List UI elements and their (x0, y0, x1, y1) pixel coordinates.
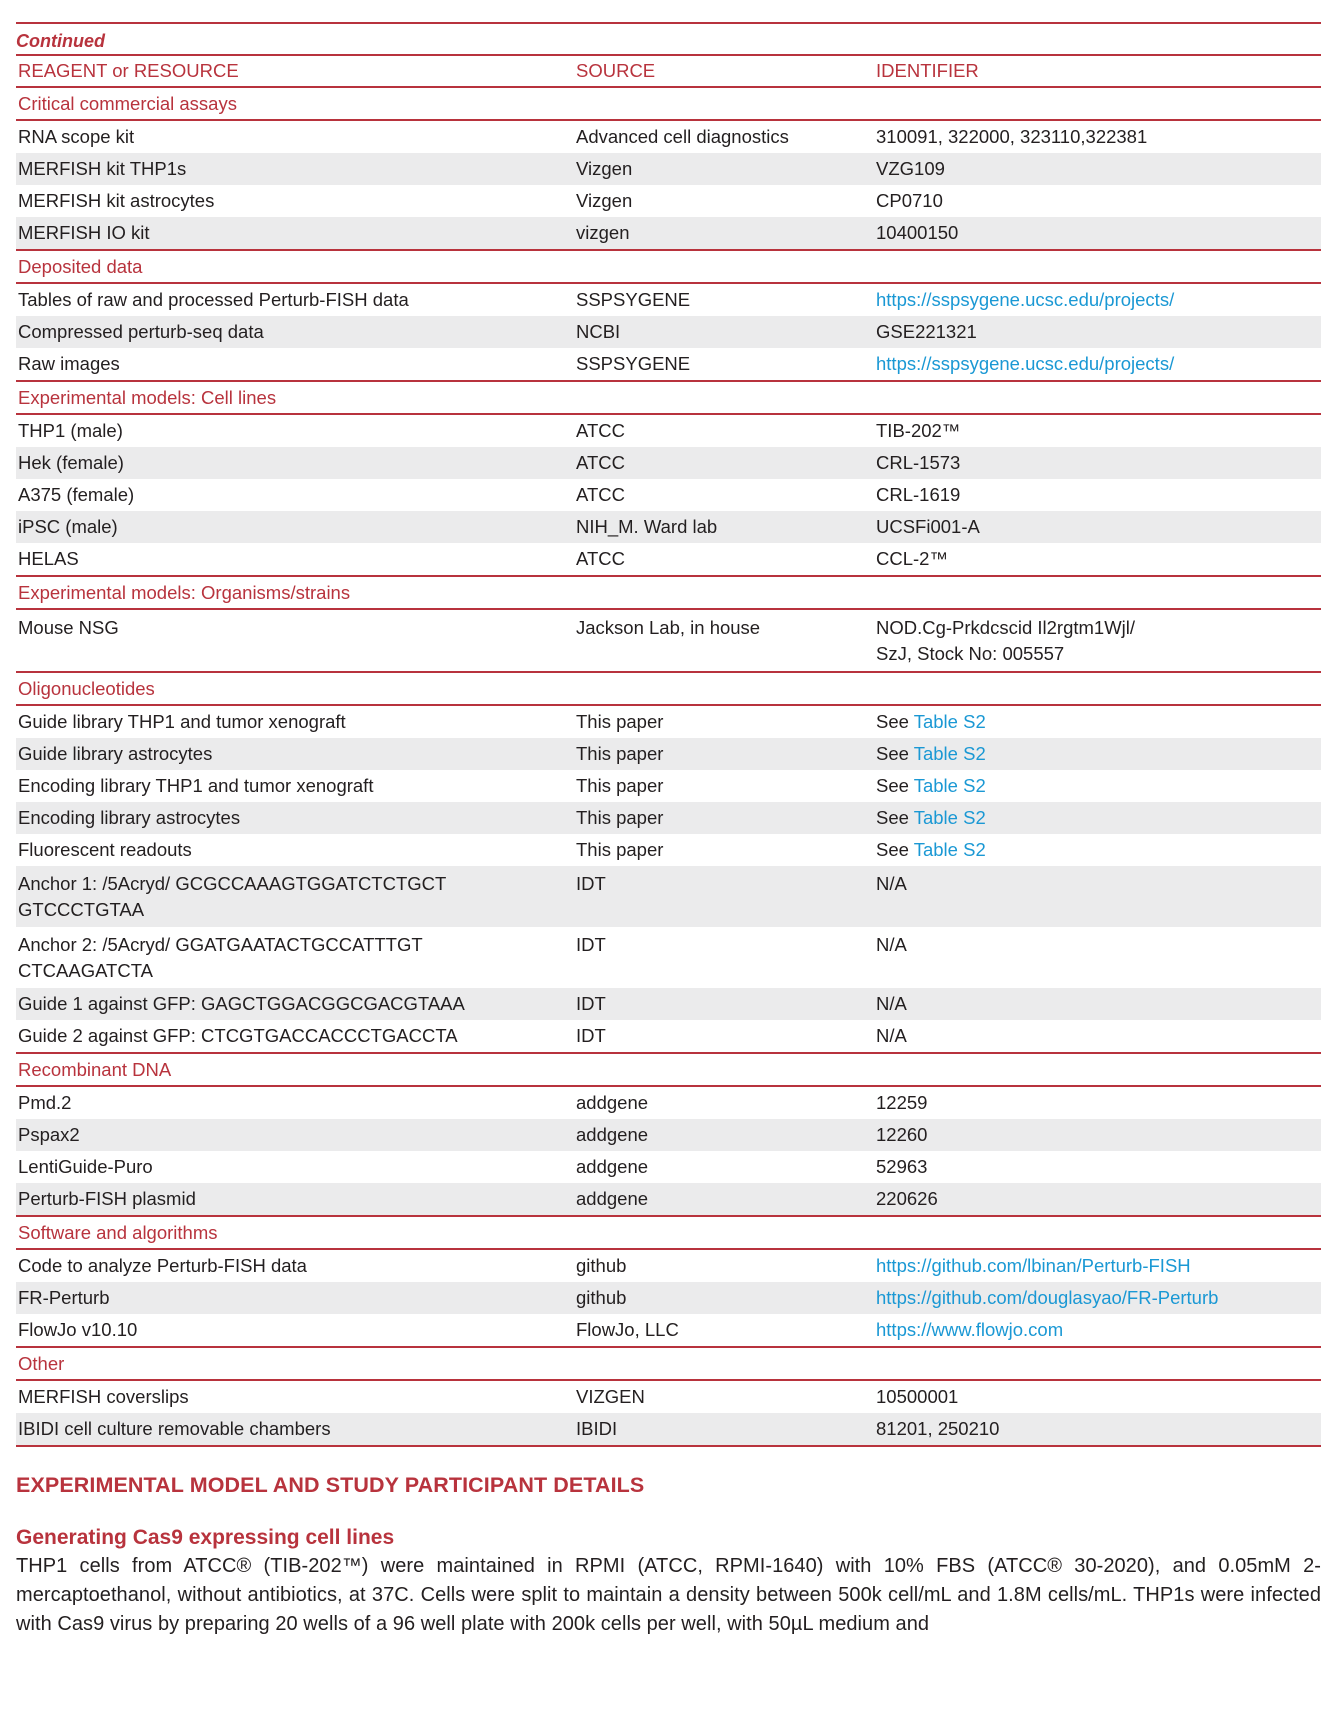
table-row (16, 153, 1321, 185)
table-row (16, 217, 1321, 249)
table-row (16, 479, 1321, 511)
identifier-link[interactable]: Table S2 (913, 839, 986, 860)
table-row (16, 770, 1321, 802)
table-row (16, 738, 1321, 770)
source-cell: NIH_M. Ward lab (576, 516, 718, 537)
reagent-cell: MERFISH coverslips (18, 1386, 189, 1407)
section-title: Software and algorithms (18, 1222, 218, 1243)
source-cell: This paper (576, 807, 664, 828)
identifier-text: CP0710 (876, 190, 943, 211)
column-header-identifier: IDENTIFIER (876, 60, 979, 81)
identifier-cell (876, 1384, 1321, 1410)
reagent-cell: MERFISH kit astrocytes (18, 190, 215, 211)
identifier-text: CRL-1619 (876, 484, 961, 505)
body-paragraph: THP1 cells from ATCC® (TIB-202™) were maintained in RPMI (ATCC, RPMI-1640) with 10% FBS (ATCC® 30-2020), and 0.05mM 2-mercaptoethanol, without antibiotics, at 37C. Cells were split to maintain a density between 500k cell/mL and 1.8M cells/mL. THP1s were infected with Cas9 virus by preparing 20 wells of a 96 well plate with 200k cells per well, with 50µL medium and (16, 1555, 1321, 1635)
column-header-source: SOURCE (576, 60, 656, 81)
reagent-cell: Guide library THP1 and tumor xenograft (18, 711, 346, 732)
identifier-cell (876, 188, 1321, 214)
table-header-row (16, 56, 1321, 86)
identifier-text: UCSFi001-A (876, 516, 980, 537)
table-row (16, 1250, 1321, 1282)
reagent-cell: IBIDI cell culture removable chambers (18, 1418, 331, 1439)
source-cell: This paper (576, 839, 664, 860)
table-row (16, 415, 1321, 447)
source-cell: This paper (576, 711, 664, 732)
section-title: Critical commercial assays (18, 93, 237, 114)
identifier-cell (876, 837, 1321, 863)
reagent-cell: Hek (female) (18, 452, 124, 473)
reagent-cell: Encoding library THP1 and tumor xenograft (18, 775, 374, 796)
reagent-cell: Fluorescent readouts (18, 839, 192, 860)
identifier-cell (876, 991, 1321, 1017)
reagent-cell: THP1 (male) (18, 420, 123, 441)
identifier-prefix: See (876, 711, 914, 732)
source-cell: github (576, 1255, 627, 1276)
identifier-cell (876, 1154, 1321, 1180)
key-resources-page (16, 0, 1321, 1639)
reagent-cell: RNA scope kit (18, 126, 135, 147)
source-cell: FlowJo, LLC (576, 1319, 679, 1340)
section-title: Other (18, 1353, 65, 1374)
source-cell: vizgen (576, 222, 630, 243)
source-cell: SSPSYGENE (576, 353, 691, 374)
section-end-rule (16, 1445, 1321, 1447)
resources-table-body (16, 88, 1321, 1447)
identifier-text: CRL-1573 (876, 452, 961, 473)
identifier-cell (876, 1023, 1321, 1049)
identifier-text: N/A (876, 873, 907, 894)
reagent-cell: Mouse NSG (18, 617, 119, 638)
source-cell: This paper (576, 743, 664, 764)
identifier-text: 81201, 250210 (876, 1418, 1000, 1439)
identifier-prefix: See (876, 807, 914, 828)
table-row (16, 284, 1321, 316)
identifier-cell (876, 1416, 1321, 1442)
identifier-text: 10500001 (876, 1386, 959, 1407)
identifier-text: 10400150 (876, 222, 959, 243)
source-cell: addgene (576, 1124, 649, 1145)
subsection-heading: Generating Cas9 expressing cell lines (16, 1526, 395, 1549)
table-row (16, 511, 1321, 543)
continued-label: Continued (16, 31, 105, 51)
identifier-text: VZG109 (876, 158, 945, 179)
identifier-cell (876, 1122, 1321, 1148)
identifier-cell (876, 546, 1321, 572)
source-cell: Advanced cell diagnostics (576, 126, 789, 147)
identifier-text: 12259 (876, 1092, 928, 1113)
source-cell: ATCC (576, 452, 625, 473)
identifier-cell (876, 1090, 1321, 1116)
identifier-link[interactable]: https://sspsygene.ucsc.edu/projects/ (876, 353, 1175, 374)
source-cell: Vizgen (576, 190, 633, 211)
table-row (16, 121, 1321, 153)
identifier-cell (876, 287, 1321, 313)
identifier-text: N/A (876, 934, 907, 955)
source-cell: IDT (576, 993, 606, 1014)
source-cell: addgene (576, 1092, 649, 1113)
table-row (16, 1314, 1321, 1346)
identifier-cell (876, 871, 1321, 923)
identifier-link[interactable]: Table S2 (913, 807, 986, 828)
source-cell: IDT (576, 1025, 606, 1046)
identifier-cell (876, 805, 1321, 831)
table-row (16, 185, 1321, 217)
identifier-link[interactable]: https://github.com/lbinan/Perturb-FISH (876, 1255, 1191, 1276)
table-row (16, 1381, 1321, 1413)
identifier-cell (876, 351, 1321, 377)
identifier-link[interactable]: https://github.com/douglasyao/FR-Perturb (876, 1287, 1219, 1308)
reagent-cell: A375 (female) (18, 484, 135, 505)
identifier-text: NOD.Cg-Prkdcscid Il2rgtm1Wjl/ SzJ, Stock No: 005557 (876, 617, 1136, 664)
identifier-cell (876, 156, 1321, 182)
identifier-cell (876, 124, 1321, 150)
source-cell: github (576, 1287, 627, 1308)
identifier-cell (876, 482, 1321, 508)
table-row (16, 706, 1321, 738)
table-row (16, 927, 1321, 988)
section-title: Oligonucleotides (18, 678, 155, 699)
source-cell: This paper (576, 775, 664, 796)
reagent-cell: Anchor 1: /5Acryd/ GCGCCAAAGTGGATCTCTGCT GTCCCTGTAA (18, 873, 447, 920)
source-cell: IDT (576, 934, 606, 955)
identifier-cell (876, 319, 1321, 345)
table-row (16, 1119, 1321, 1151)
table-row (16, 348, 1321, 380)
table-row (16, 834, 1321, 866)
table-row (16, 802, 1321, 834)
identifier-cell (876, 1253, 1321, 1279)
identifier-cell (876, 709, 1321, 735)
identifier-text: 12260 (876, 1124, 928, 1145)
source-cell: IDT (576, 873, 606, 894)
identifier-text: 52963 (876, 1156, 928, 1177)
reagent-cell: HELAS (18, 548, 79, 569)
table-row (16, 988, 1321, 1020)
identifier-link[interactable]: Table S2 (913, 711, 986, 732)
reagent-cell: FR-Perturb (18, 1287, 110, 1308)
table-row (16, 610, 1321, 671)
reagent-cell: Guide library astrocytes (18, 743, 213, 764)
source-cell: ATCC (576, 420, 625, 441)
identifier-link[interactable]: https://www.flowjo.com (876, 1319, 1064, 1340)
identifier-prefix: See (876, 775, 914, 796)
reagent-cell: Tables of raw and processed Perturb-FISH data (18, 289, 409, 310)
identifier-cell (876, 220, 1321, 246)
source-cell: addgene (576, 1188, 649, 1209)
table-row (16, 1413, 1321, 1445)
reagent-cell: Pmd.2 (18, 1092, 72, 1113)
identifier-text: CCL-2™ (876, 548, 948, 569)
identifier-link[interactable]: https://sspsygene.ucsc.edu/projects/ (876, 289, 1175, 310)
table-row (16, 447, 1321, 479)
identifier-text: GSE221321 (876, 321, 977, 342)
section-heading: EXPERIMENTAL MODEL AND STUDY PARTICIPANT DETAILS (16, 1473, 645, 1497)
identifier-text: 310091, 322000, 323110,322381 (876, 126, 1148, 147)
table-row (16, 866, 1321, 927)
reagent-cell: Guide 2 against GFP: CTCGTGACCACCCTGACCTA (18, 1025, 458, 1046)
reagent-cell: MERFISH kit THP1s (18, 158, 187, 179)
column-header-reagent: REAGENT or RESOURCE (18, 60, 239, 81)
table-row (16, 1020, 1321, 1052)
source-cell: ATCC (576, 484, 625, 505)
identifier-text: N/A (876, 993, 907, 1014)
source-cell: NCBI (576, 321, 621, 342)
identifier-cell (876, 773, 1321, 799)
table-row (16, 1087, 1321, 1119)
source-cell: Vizgen (576, 158, 633, 179)
identifier-cell (876, 1186, 1321, 1212)
reagent-cell: Code to analyze Perturb-FISH data (18, 1255, 307, 1276)
identifier-prefix: See (876, 839, 914, 860)
identifier-cell (876, 514, 1321, 540)
source-cell: IBIDI (576, 1418, 618, 1439)
source-cell: addgene (576, 1156, 649, 1177)
table-row (16, 543, 1321, 575)
identifier-cell (876, 932, 1321, 984)
reagent-cell: Raw images (18, 353, 120, 374)
reagent-cell: Encoding library astrocytes (18, 807, 241, 828)
identifier-cell (876, 450, 1321, 476)
table-row (16, 316, 1321, 348)
table-row (16, 1151, 1321, 1183)
reagent-cell: FlowJo v10.10 (18, 1319, 138, 1340)
reagent-cell: LentiGuide-Puro (18, 1156, 153, 1177)
section-title: Recombinant DNA (18, 1059, 172, 1080)
identifier-link[interactable]: Table S2 (913, 743, 986, 764)
section-title: Experimental models: Organisms/strains (18, 582, 351, 603)
reagent-cell: Compressed perturb-seq data (18, 321, 264, 342)
identifier-text: TIB-202™ (876, 420, 961, 441)
reagent-cell: Pspax2 (18, 1124, 80, 1145)
reagent-cell: MERFISH IO kit (18, 222, 150, 243)
source-cell: Jackson Lab, in house (576, 617, 761, 638)
identifier-cell (876, 418, 1321, 444)
reagent-cell: Guide 1 against GFP: GAGCTGGACGGCGACGTAAA (18, 993, 465, 1014)
source-cell: VIZGEN (576, 1386, 645, 1407)
identifier-cell (876, 741, 1321, 767)
identifier-cell (876, 1317, 1321, 1343)
identifier-text: 220626 (876, 1188, 938, 1209)
identifier-cell (876, 1285, 1321, 1311)
source-cell: SSPSYGENE (576, 289, 691, 310)
identifier-cell (876, 615, 1321, 667)
table-row (16, 1183, 1321, 1215)
identifier-link[interactable]: Table S2 (913, 775, 986, 796)
identifier-text: N/A (876, 1025, 907, 1046)
identifier-prefix: See (876, 743, 914, 764)
table-row (16, 1282, 1321, 1314)
reagent-cell: Anchor 2: /5Acryd/ GGATGAATACTGCCATTTGT CTCAAGATCTA (18, 934, 423, 981)
reagent-cell: iPSC (male) (18, 516, 118, 537)
section-title: Deposited data (18, 256, 143, 277)
reagent-cell: Perturb-FISH plasmid (18, 1188, 196, 1209)
section-title: Experimental models: Cell lines (18, 387, 277, 408)
source-cell: ATCC (576, 548, 625, 569)
